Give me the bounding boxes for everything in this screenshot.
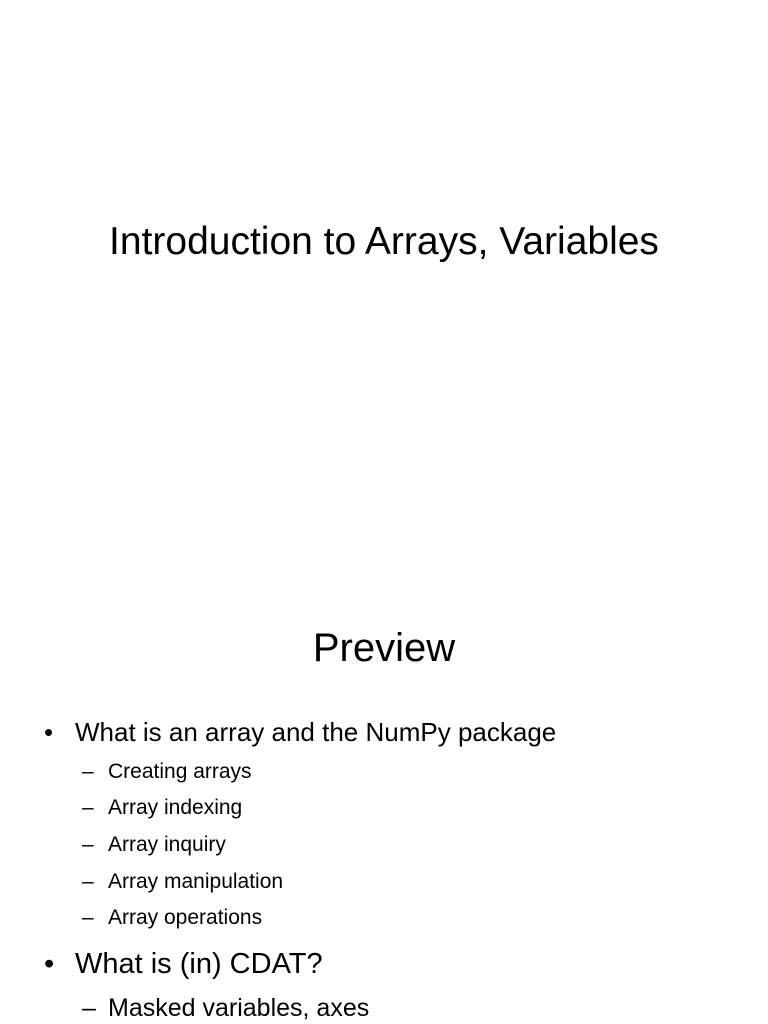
sub-bullet-marker: –: [82, 870, 94, 893]
bullet-marker: •: [44, 948, 55, 980]
sub-bullet-item: [82, 905, 262, 931]
preview-slide: [0, 576, 768, 1024]
sub-bullet-text: Masked variables, axes: [108, 994, 370, 1022]
preview-title: Preview: [312, 626, 456, 670]
bullet-text: What is (in) CDAT?: [75, 948, 323, 980]
bullet-item: [44, 948, 323, 980]
sub-bullet-text: Array inquiry: [108, 833, 226, 856]
sub-bullet-item: [82, 832, 226, 858]
sub-bullet-item: [82, 869, 283, 895]
sub-bullet-marker: –: [82, 833, 94, 856]
sub-bullet-text: Array manipulation: [108, 870, 284, 893]
sub-bullet-marker: –: [82, 994, 96, 1022]
sub-bullet-text: Creating arrays: [108, 760, 252, 783]
sub-bullet-text: Array indexing: [108, 796, 243, 819]
sub-bullet-marker: –: [82, 906, 94, 929]
sub-bullet-text: Array operations: [108, 906, 263, 929]
bullet-marker: •: [44, 717, 54, 747]
slide-title: Introduction to Arrays, Variables: [109, 220, 659, 263]
sub-bullet-marker: –: [82, 760, 94, 783]
sub-bullet-item: [82, 795, 242, 821]
bullet-item: [44, 716, 556, 748]
sub-bullet-item: [82, 759, 252, 785]
sub-bullet-item: [82, 992, 369, 1024]
bullet-text: What is an array and the NumPy package: [75, 717, 557, 747]
bullet-list: [0, 576, 768, 1024]
sub-bullet-marker: –: [82, 796, 94, 819]
